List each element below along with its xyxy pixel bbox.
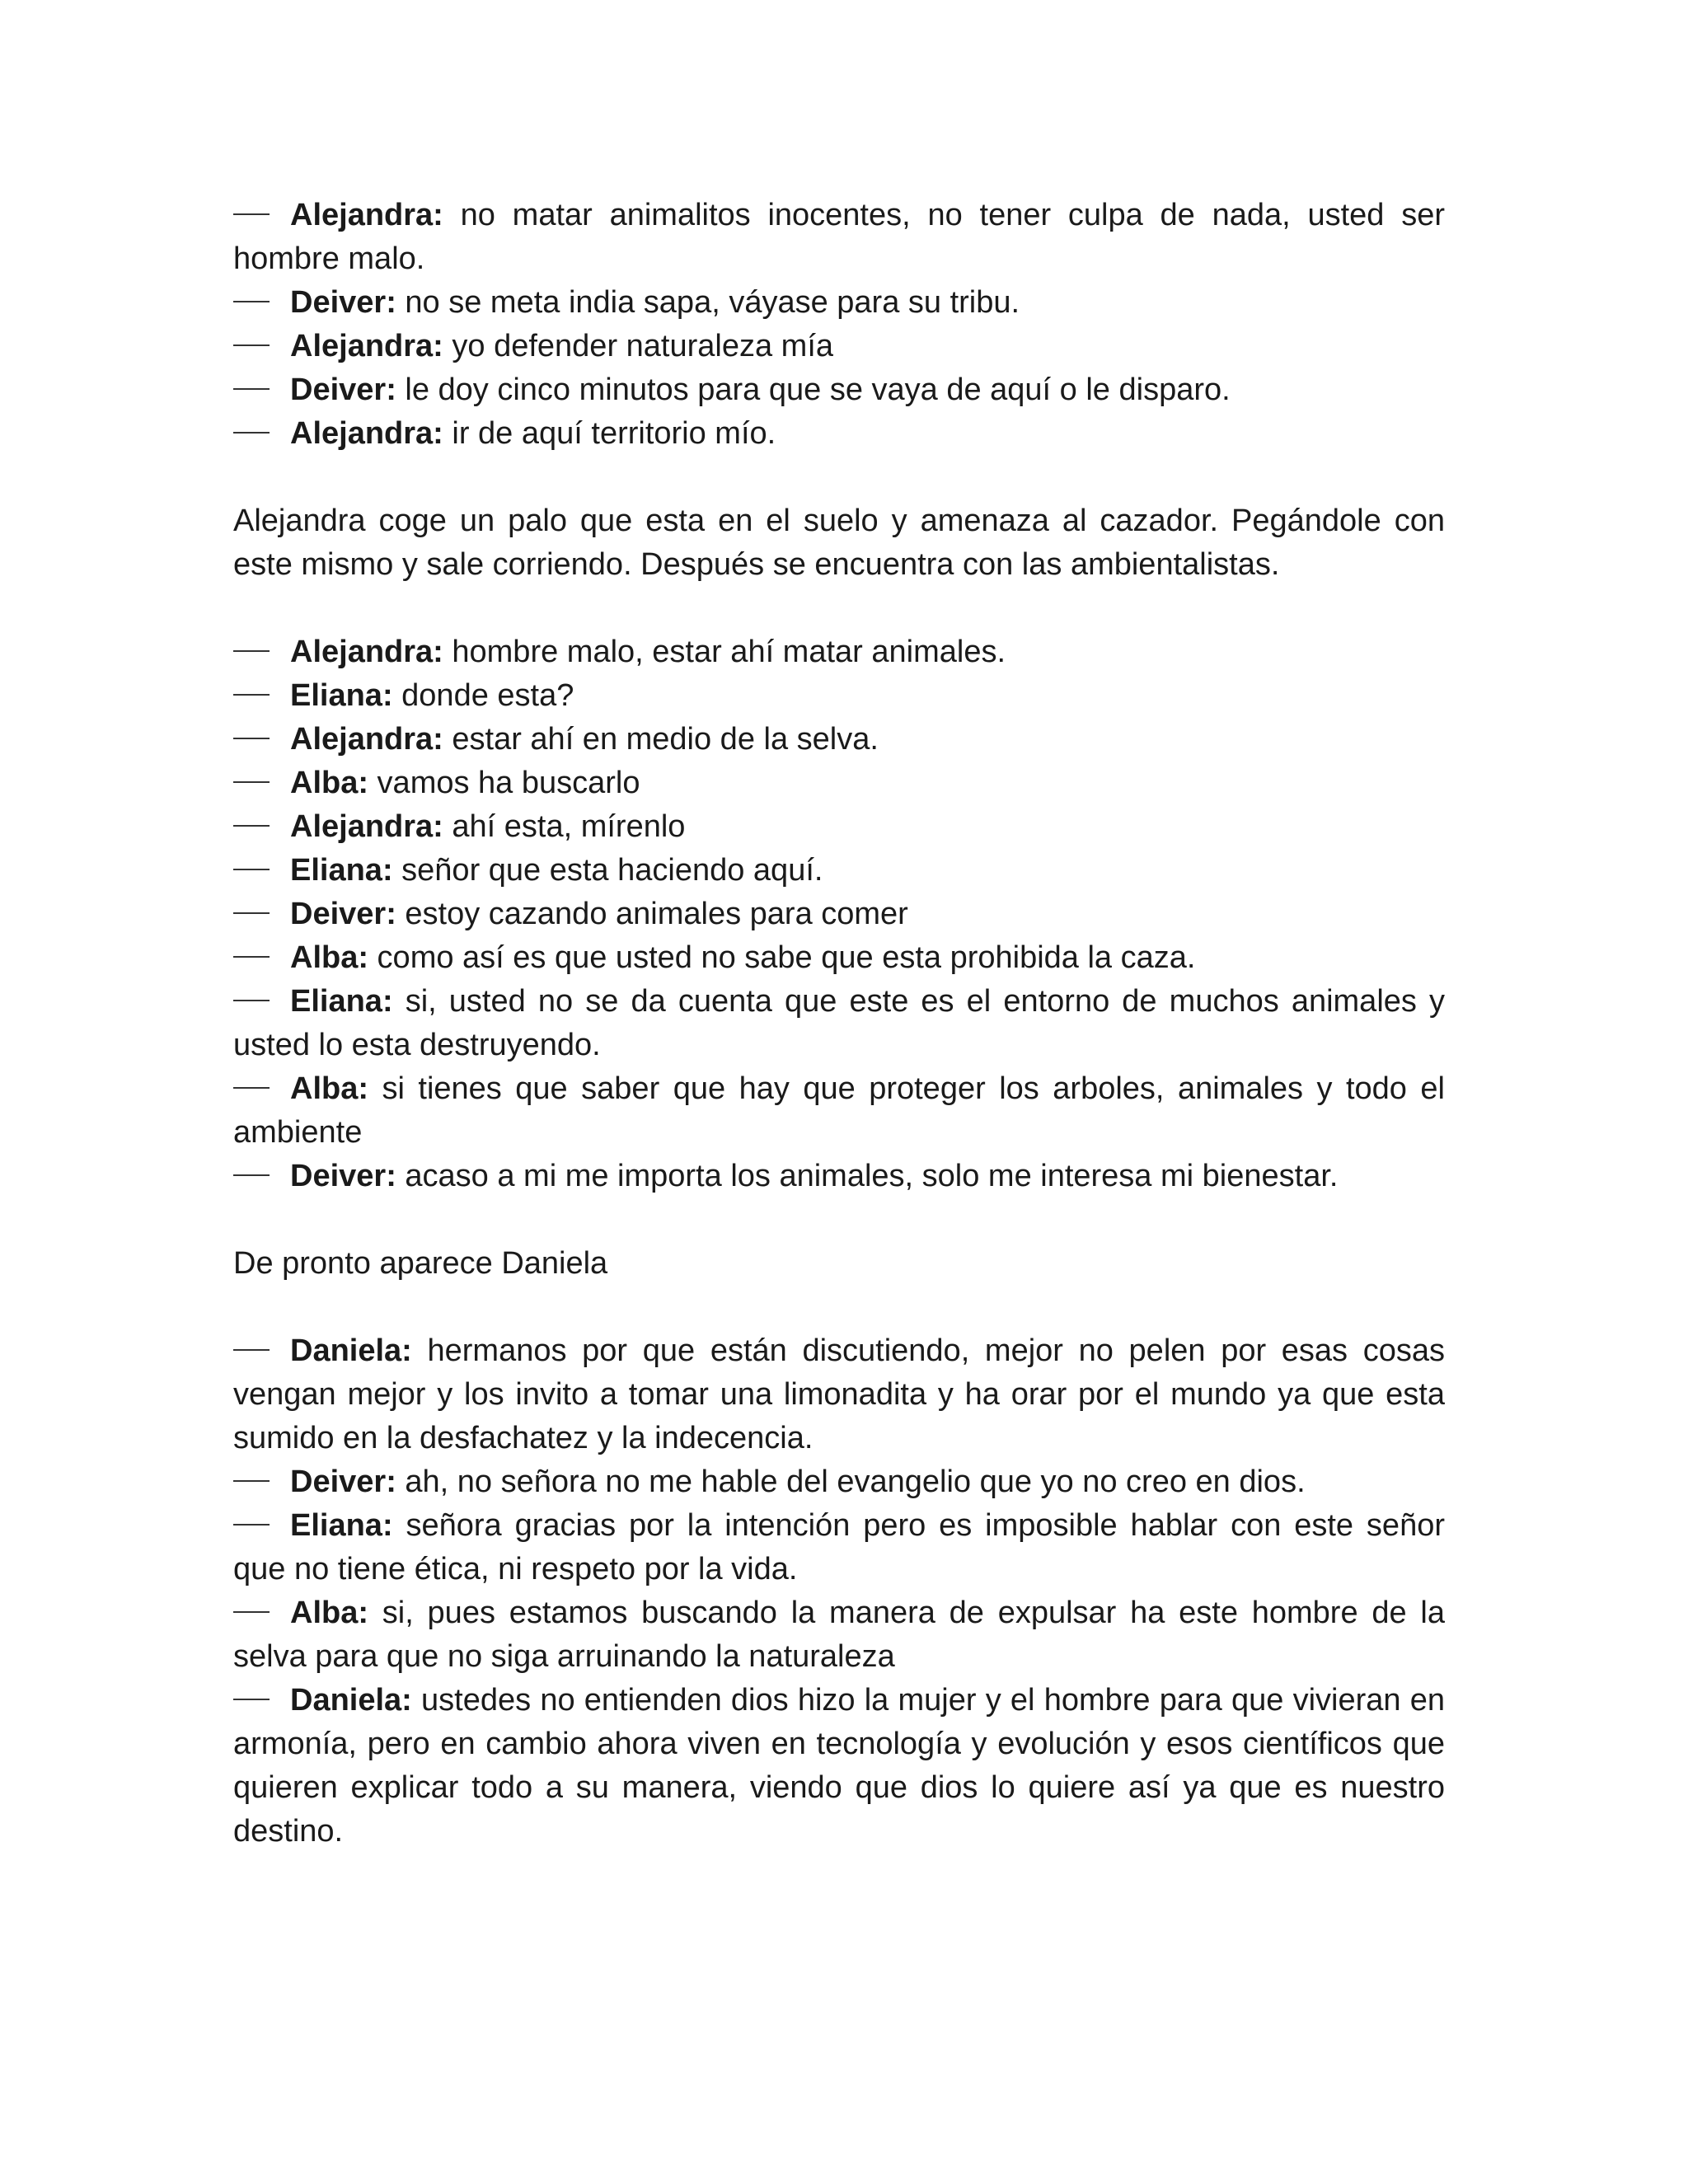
speaker-name: Daniela: bbox=[290, 1683, 412, 1718]
speaker-name: Deiver: bbox=[290, 285, 396, 320]
speaker-name: Deiver: bbox=[290, 373, 396, 407]
dialogue-line bbox=[233, 630, 1445, 674]
speaker-name: Eliana: bbox=[290, 984, 393, 1019]
dialogue-text: no se meta india sapa, váyase para su tribu. bbox=[396, 285, 1020, 320]
em-dash bbox=[233, 694, 270, 696]
dialogue-line bbox=[233, 980, 1445, 1067]
dialogue-text: ah, no señora no me hable del evangelio que yo no creo en dios. bbox=[396, 1465, 1306, 1499]
em-dash bbox=[233, 650, 270, 652]
dialogue-text: como así es que usted no sabe que esta prohibida la caza. bbox=[368, 940, 1196, 975]
dialogue-line bbox=[233, 1155, 1445, 1198]
em-dash bbox=[233, 1480, 270, 1482]
em-dash bbox=[233, 344, 270, 346]
paragraph-gap bbox=[233, 1286, 1445, 1329]
dialogue-text: acaso a mi me importa los animales, solo me interesa mi bienestar. bbox=[396, 1159, 1339, 1193]
dialogue-line bbox=[233, 1460, 1445, 1504]
dialogue-text: ahí esta, mírenlo bbox=[443, 809, 686, 844]
em-dash bbox=[233, 781, 270, 783]
em-dash bbox=[233, 1087, 270, 1089]
speaker-name: Alejandra: bbox=[290, 329, 443, 363]
em-dash bbox=[233, 869, 270, 870]
dialogue-line bbox=[233, 1329, 1445, 1460]
speaker-name: Alba: bbox=[290, 1596, 368, 1630]
speaker-name: Eliana: bbox=[290, 1508, 393, 1543]
em-dash bbox=[233, 213, 270, 215]
dialogue-text: yo defender naturaleza mía bbox=[443, 329, 834, 363]
dialogue-line bbox=[233, 849, 1445, 893]
speaker-name: Deiver: bbox=[290, 1465, 396, 1499]
dialogue-text: donde esta? bbox=[392, 678, 574, 713]
speaker-name: Alejandra: bbox=[290, 635, 443, 669]
em-dash bbox=[233, 1000, 270, 1001]
em-dash bbox=[233, 1524, 270, 1526]
paragraph-gap bbox=[233, 456, 1445, 499]
speaker-name: Eliana: bbox=[290, 853, 393, 888]
dialogue-line bbox=[233, 1504, 1445, 1591]
dialogue-line bbox=[233, 762, 1445, 805]
dialogue-text: vamos ha buscarlo bbox=[368, 766, 640, 800]
dialogue-line bbox=[233, 674, 1445, 718]
dialogue-text: señor que esta haciendo aquí. bbox=[392, 853, 823, 888]
speaker-name: Eliana: bbox=[290, 678, 393, 713]
speaker-name: Alba: bbox=[290, 940, 368, 975]
speaker-name: Deiver: bbox=[290, 897, 396, 931]
em-dash bbox=[233, 738, 270, 739]
speaker-name: Alejandra: bbox=[290, 416, 443, 451]
dialogue-line bbox=[233, 1067, 1445, 1155]
dialogue-line bbox=[233, 194, 1445, 281]
dialogue-text: si, usted no se da cuenta que este es el entorno de muchos animales y usted lo esta destruyendo. bbox=[233, 984, 1445, 1062]
em-dash bbox=[233, 301, 270, 302]
dialogue-line bbox=[233, 281, 1445, 325]
dialogue-line bbox=[233, 368, 1445, 412]
em-dash bbox=[233, 1349, 270, 1351]
speaker-name: Daniela: bbox=[290, 1333, 412, 1368]
dialogue-text: señora gracias por la intención pero es imposible hablar con este señor que no tiene ética, ni respeto por la vida. bbox=[233, 1508, 1445, 1586]
em-dash bbox=[233, 1174, 270, 1176]
dialogue-text: ir de aquí territorio mío. bbox=[443, 416, 776, 451]
speaker-name: Deiver: bbox=[290, 1159, 396, 1193]
em-dash bbox=[233, 912, 270, 914]
dialogue-text: si tienes que saber que hay que proteger los arboles, animales y todo el ambiente bbox=[233, 1071, 1445, 1150]
narration-paragraph: Alejandra coge un palo que esta en el suelo y amenaza al cazador. Pegándole con este mismo y sale corriendo. Después se encuentra con las ambientalistas. bbox=[233, 504, 1445, 582]
dialogue-text: si, pues estamos buscando la manera de expulsar ha este hombre de la selva para que no siga arruinando la naturaleza bbox=[233, 1596, 1445, 1674]
dialogue-text: hombre malo, estar ahí matar animales. bbox=[443, 635, 1006, 669]
dialogue-text: estar ahí en medio de la selva. bbox=[443, 722, 879, 757]
em-dash bbox=[233, 1611, 270, 1613]
em-dash bbox=[233, 1699, 270, 1700]
dialogue-text: ustedes no entienden dios hizo la mujer y el hombre para que vivieran en armonía, pero en cambio ahora viven en tecnología y evolución y esos científicos que quieren explicar todo a su manera, viendo que dios lo quiere así ya que es nuestro destino. bbox=[233, 1683, 1445, 1849]
dialogue-line bbox=[233, 325, 1445, 368]
script-content bbox=[233, 194, 1445, 1854]
em-dash bbox=[233, 432, 270, 434]
dialogue-text: le doy cinco minutos para que se vaya de aquí o le disparo. bbox=[396, 373, 1231, 407]
dialogue-text: estoy cazando animales para comer bbox=[396, 897, 908, 931]
narration-paragraph: De pronto aparece Daniela bbox=[233, 1246, 608, 1281]
speaker-name: Alba: bbox=[290, 1071, 368, 1106]
speaker-name: Alba: bbox=[290, 766, 368, 800]
em-dash bbox=[233, 388, 270, 390]
paragraph-gap bbox=[233, 587, 1445, 630]
dialogue-line bbox=[233, 1591, 1445, 1679]
dialogue-line bbox=[233, 936, 1445, 980]
em-dash bbox=[233, 825, 270, 827]
dialogue-line bbox=[233, 893, 1445, 936]
speaker-name: Alejandra: bbox=[290, 198, 443, 232]
dialogue-line bbox=[233, 412, 1445, 456]
speaker-name: Alejandra: bbox=[290, 809, 443, 844]
speaker-name: Alejandra: bbox=[290, 722, 443, 757]
dialogue-line bbox=[233, 718, 1445, 762]
dialogue-text: hermanos por que están discutiendo, mejor no pelen por esas cosas vengan mejor y los invito a tomar una limonadita y ha orar por el mundo ya que esta sumido en la desfachatez y la indecencia. bbox=[233, 1333, 1445, 1455]
em-dash bbox=[233, 956, 270, 958]
dialogue-line bbox=[233, 805, 1445, 849]
paragraph-gap bbox=[233, 1198, 1445, 1242]
dialogue-line bbox=[233, 1679, 1445, 1854]
dialogue-text: no matar animalitos inocentes, no tener culpa de nada, usted ser hombre malo. bbox=[233, 198, 1445, 276]
